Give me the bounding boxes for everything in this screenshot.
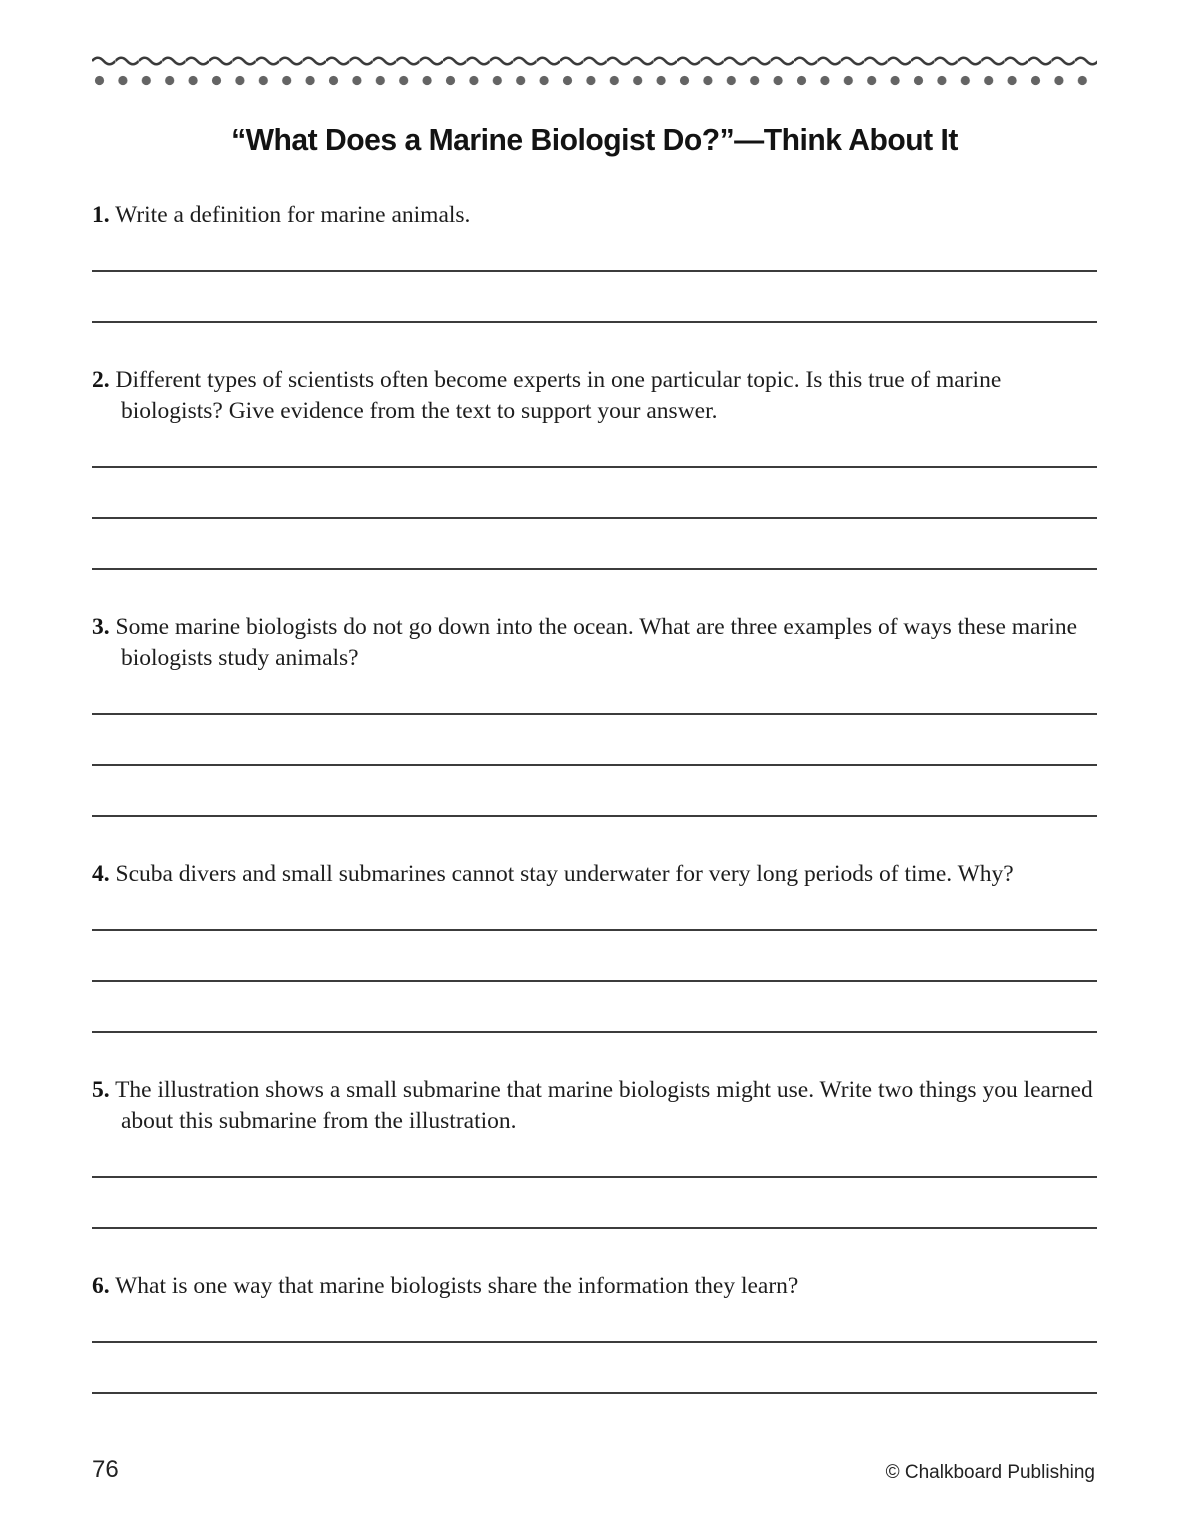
question-list: [92, 200, 1097, 1394]
wavy-line: [92, 54, 1097, 66]
answer-blank-line: [92, 713, 1097, 715]
question-4: [92, 859, 1097, 1033]
answer-blank-line: [92, 517, 1097, 519]
question-text: [92, 1075, 1097, 1137]
question-text: [92, 859, 1097, 890]
question-text: [92, 612, 1097, 674]
answer-blank-line: [92, 466, 1097, 468]
question-6: [92, 1271, 1097, 1394]
answer-blank-line: [92, 815, 1097, 817]
answer-blank-line: [92, 929, 1097, 931]
question-5: [92, 1075, 1097, 1229]
question-prompt: Write a definition for marine animals.: [115, 202, 471, 228]
answer-blank-line: [92, 1341, 1097, 1343]
answer-blank-line: [92, 764, 1097, 766]
question-text: [92, 1271, 1097, 1302]
question-prompt: The illustration shows a small submarine that marine biologists might use. Write two things you learned about this submarine from the illustration.: [115, 1077, 1093, 1135]
page-title: “What Does a Marine Biologist Do?”—Think About It: [231, 122, 958, 157]
answer-blank-line: [92, 568, 1097, 570]
answer-blank-line: [92, 1227, 1097, 1229]
question-1: [92, 200, 1097, 323]
answer-blank-line: [92, 1392, 1097, 1394]
question-prompt: Different types of scientists often become experts in one particular topic. Is this true of marine biologists? Give evidence from the text to support your answer.: [115, 367, 1002, 425]
page-footer: [92, 1456, 1095, 1484]
answer-blank-line: [92, 980, 1097, 982]
answer-blank-line: [92, 1176, 1097, 1178]
question-text: [92, 200, 1097, 231]
dot-row: [92, 71, 1097, 89]
question-text: [92, 365, 1097, 427]
answer-blank-line: [92, 1031, 1097, 1033]
question-number: 3.: [92, 614, 110, 641]
question-number: 2.: [92, 367, 110, 394]
question-number: 4.: [92, 861, 110, 888]
question-number: 5.: [92, 1077, 110, 1104]
answer-blank-line: [92, 321, 1097, 323]
page-number: 76: [92, 1456, 119, 1483]
question-3: [92, 612, 1097, 817]
copyright-notice: © Chalkboard Publishing: [885, 1462, 1095, 1483]
question-2: [92, 365, 1097, 570]
question-number: 1.: [92, 202, 110, 228]
question-prompt: What is one way that marine biologists share the information they learn?: [115, 1273, 799, 1300]
question-prompt: Scuba divers and small submarines cannot stay underwater for very long periods of time. Why?: [115, 861, 1014, 888]
question-number: 6.: [92, 1273, 110, 1300]
answer-blank-line: [92, 270, 1097, 272]
wavy-dotted-border-decoration: [92, 54, 1097, 94]
question-prompt: Some marine biologists do not go down into the ocean. What are three examples of ways these marine biologists study animals?: [115, 614, 1078, 672]
